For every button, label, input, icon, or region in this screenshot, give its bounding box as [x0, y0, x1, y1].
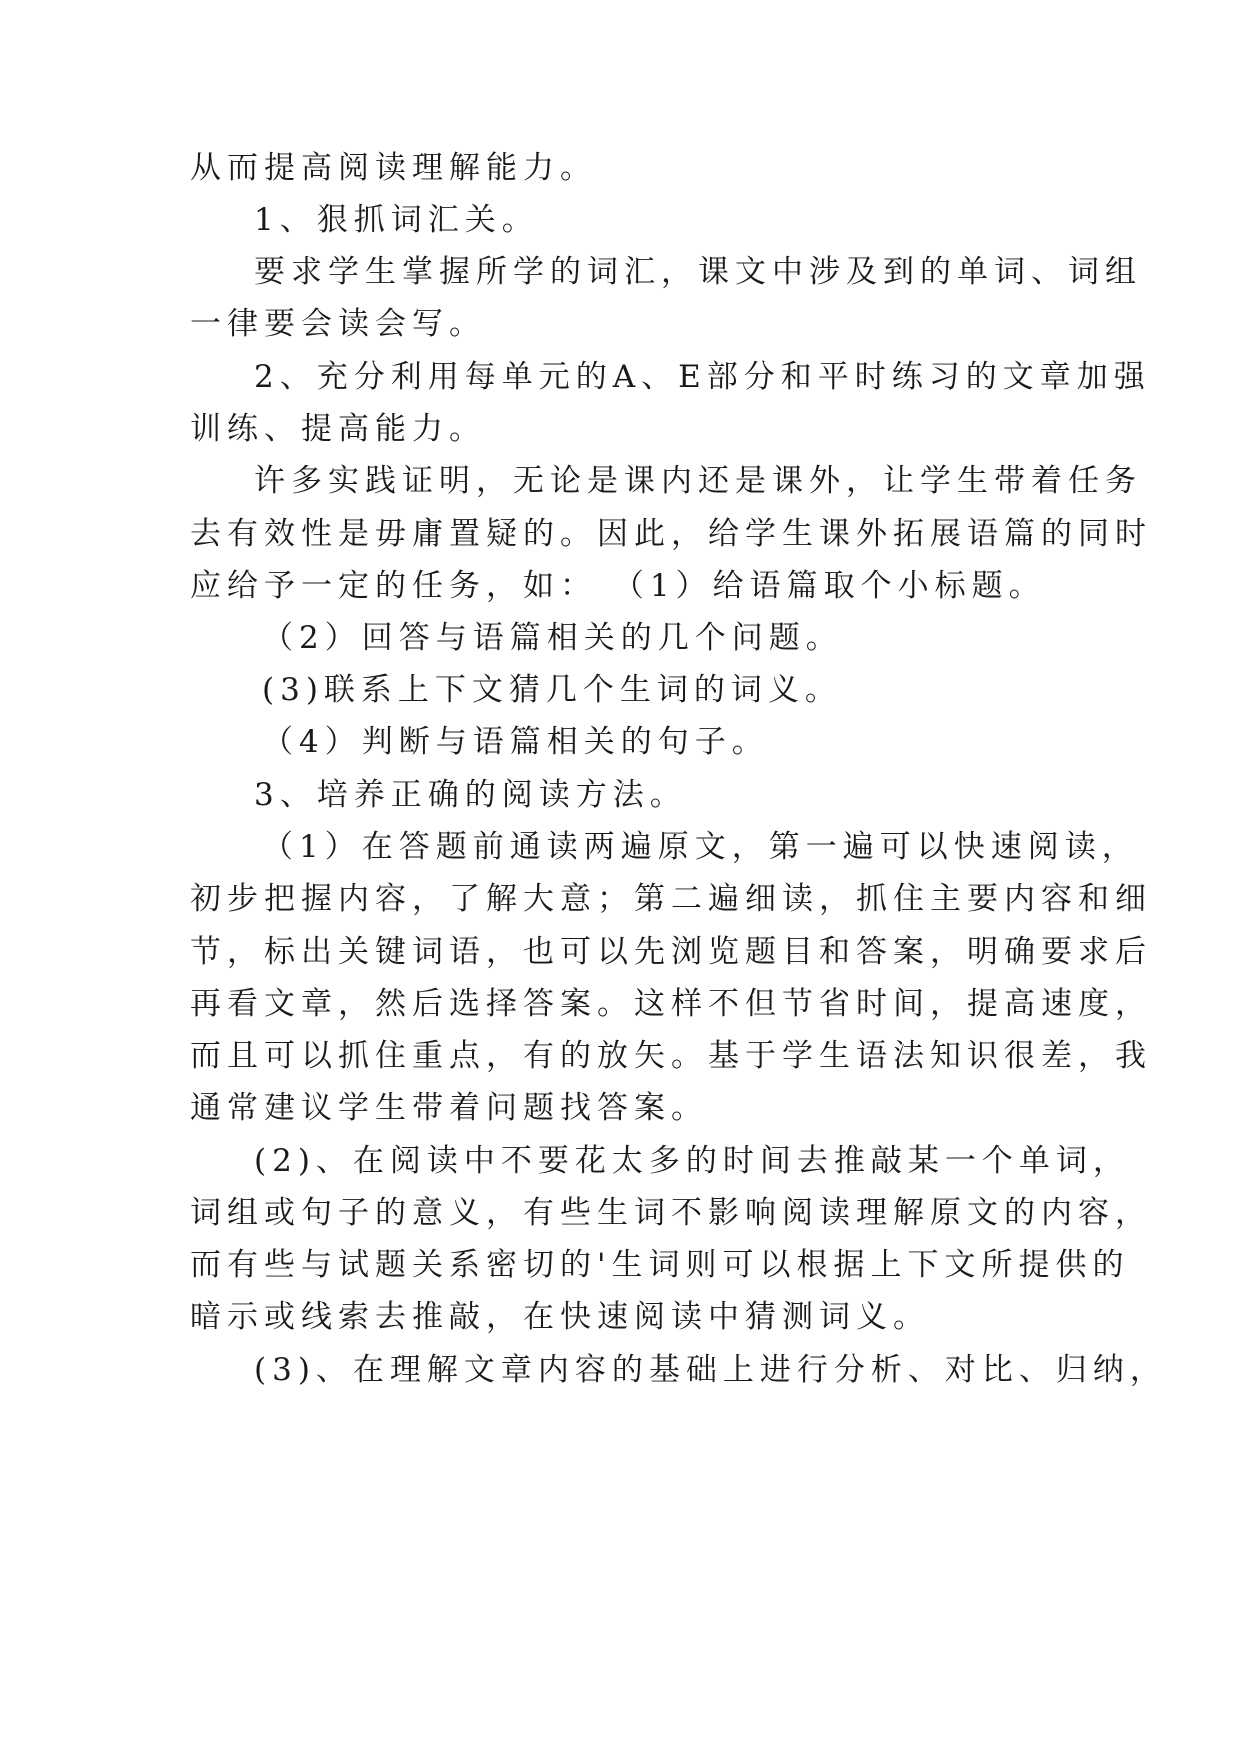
text-line: 训练、提高能力。: [190, 411, 486, 447]
text-line: 去有效性是毋庸置疑的。因此，给学生课外拓展语篇的同时: [190, 516, 1152, 552]
text-line: 通常建议学生带着问题找答案。: [190, 1090, 708, 1126]
text-line: （1）在答题前通读两遍原文，第一遍可以快速阅读，: [262, 829, 1139, 865]
text-line: 许多实践证明，无论是课内还是课外，让学生带着任务: [254, 463, 1142, 499]
text-line: (3)联系上下文猜几个生词的词义。: [262, 672, 842, 708]
text-line: 从而提高阅读理解能力。: [190, 150, 597, 186]
text-line: 应给予一定的任务，如： （1）给语篇取个小标题。: [190, 568, 1046, 604]
text-line: （4）判断与语篇相关的句子。: [262, 724, 769, 760]
text-line: 初步把握内容，了解大意；第二遍细读，抓住主要内容和细: [190, 881, 1152, 917]
text-line: (3)、在理解文章内容的基础上进行分析、对比、归纳，: [254, 1352, 1167, 1388]
text-line: 3、培养正确的阅读方法。: [254, 777, 687, 813]
text-line: 词组或句子的意义，有些生词不影响阅读理解原文的内容，: [190, 1195, 1152, 1231]
text-line: 一律要会读会写。: [190, 306, 486, 342]
text-line: 再看文章，然后选择答案。这样不但节省时间，提高速度，: [190, 986, 1152, 1022]
text-line: 要求学生掌握所学的词汇，课文中涉及到的单词、词组: [254, 254, 1142, 290]
text-line: 而且可以抓住重点，有的放矢。基于学生语法知识很差，我: [190, 1038, 1152, 1074]
text-line: 节，标出关键词语，也可以先浏览题目和答案，明确要求后: [190, 934, 1152, 970]
text-line: （2）回答与语篇相关的几个问题。: [262, 620, 843, 656]
text-line: 暗示或线索去推敲，在快速阅读中猜测词义。: [190, 1299, 930, 1335]
text-line: 1、狠抓词汇关。: [254, 202, 539, 238]
text-line: 2、充分利用每单元的A、E部分和平时练习的文章加强: [254, 359, 1151, 395]
text-line: 而有些与试题关系密切的'生词则可以根据上下文所提供的: [190, 1247, 1130, 1283]
text-line: (2)、在阅读中不要花太多的时间去推敲某一个单词，: [254, 1143, 1130, 1179]
